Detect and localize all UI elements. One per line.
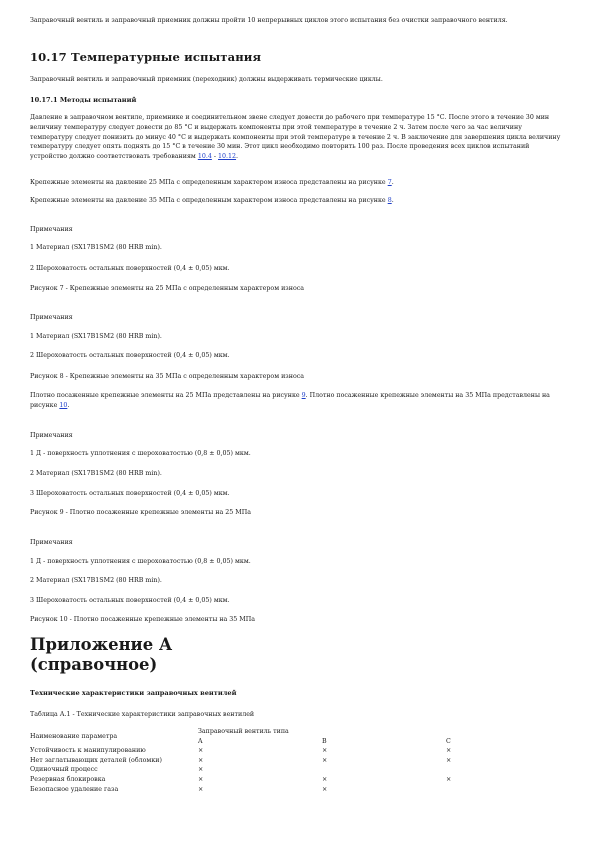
table-header-parameter: Наименование параметра <box>30 732 118 740</box>
table-row <box>30 785 526 795</box>
link-figure-9[interactable]: 9 <box>301 392 306 399</box>
table-header-row-1 <box>30 727 526 737</box>
table-header-col-a: A <box>198 737 203 745</box>
figure-9-caption: Рисунок 9 - Плотно посаженные крепежные элементы на 25 МПа <box>30 509 251 516</box>
table-header-valve-type: Заправочный вентиль типа <box>198 728 289 735</box>
figure-8-caption: Рисунок 8 - Крепежные элементы на 35 МПа с определенным характером износа <box>30 373 305 380</box>
appendix-subtitle: Технические характеристики заправочных вентилей <box>30 689 237 697</box>
figure-10-note-2: 2 Материал (SX17B1SM2 (80 HRB min). <box>30 577 162 584</box>
test-method-text: Давление в заправочном вентиле, приемнике и соединительном звене следует довести до рабочего при температуре 15 °С. После этого в течение 30 мин величину температуру следует довести до 85 °С и выдержать компоненты при этой температуре в течение 2 ч. Затем после чего за час величину температуру следует понизить до минус 40 °С и выдержать компоненты при этой температуре в течение 2 ч. В заключение для завершения цикла величину температуру следует опять поднять до 15 °С в течение 30 мин. Этот цикл необходимо повторить 100 раз. После проведения всех циклов испытаний устройство должно соответствовать требованиям <box>30 114 561 161</box>
link-figure-10[interactable]: 10 <box>59 401 68 409</box>
link-separator: - <box>211 153 219 161</box>
tight-fit-reference-text-1: Плотно посаженные крепежные элементы на 25 МПа представлены на рисунке <box>30 392 300 399</box>
figure-9-note-3: 3 Шероховатость остальных поверхностей (0,4 ± 0,05) мкм. <box>30 490 230 497</box>
sentence-end: . <box>236 153 239 161</box>
figure-9-note-1: 1 Д - поверхность уплотнения с шероховатостью (0,8 ± 0,05) мкм. <box>30 450 251 457</box>
sentence-end: . <box>67 401 70 409</box>
figure-10-caption: Рисунок 10 - Плотно посаженные крепежные элементы на 35 МПа <box>30 616 255 623</box>
table-cell-name: Устойчивость к манипулированию <box>30 747 146 755</box>
figure-7-caption: Рисунок 7 - Крепежные элементы на 25 МПа с определенным характером износа <box>30 285 305 292</box>
figure-10-note-3: 3 Шероховатость остальных поверхностей (0,4 ± 0,05) мкм. <box>30 597 230 604</box>
figure-8-reference-text: Крепежные элементы на давление 35 МПа с определенным характером износа представлены на рисунке <box>30 197 386 204</box>
link-figure-7[interactable]: 7 <box>387 179 392 186</box>
table-cell-c: × <box>446 756 452 764</box>
table-cell-c: × <box>446 747 452 755</box>
test-method-paragraph <box>30 113 565 162</box>
figure-8-notes-heading: Примечания <box>30 314 73 321</box>
figure-7-reference <box>30 178 565 188</box>
figure-10-note-1: 1 Д - поверхность уплотнения с шероховатостью (0,8 ± 0,05) мкм. <box>30 558 251 565</box>
table-header-col-b: B <box>322 737 327 745</box>
intro-paragraph: Заправочный вентиль и заправочный приемник должны пройти 10 непрерывных циклов этого испытания без очистки заправочного вентиля. <box>30 17 508 24</box>
appendix-title <box>30 635 172 675</box>
table-cell-c: × <box>446 775 452 783</box>
table-cell-a: × <box>198 775 204 783</box>
figure-8-reference <box>30 196 565 206</box>
table-cell-a: × <box>198 756 204 764</box>
figure-7-notes-heading: Примечания <box>30 226 73 233</box>
table-row <box>30 765 526 775</box>
subsection-10-17-1-heading: 10.17.1 Методы испытаний <box>30 96 137 104</box>
table-cell-b: × <box>322 756 328 764</box>
table-cell-b <box>322 765 446 775</box>
figure-8-note-2: 2 Шероховатость остальных поверхностей (0,4 ± 0,05) мкм. <box>30 352 230 359</box>
link-10-12[interactable]: 10.12 <box>218 153 237 161</box>
link-figure-8[interactable]: 8 <box>387 197 392 204</box>
section-10-17-heading: 10.17 Температурные испытания <box>30 50 262 64</box>
figure-9-notes-heading: Примечания <box>30 432 73 439</box>
figure-7-note-1: 1 Материал (SX17B1SM2 (80 HRB min). <box>30 244 162 251</box>
table-cell-c <box>446 765 526 775</box>
table-cell-name: Одиночный процесс <box>30 766 98 774</box>
table-cell-a: × <box>198 785 204 793</box>
table-cell-name: Нет заглатывающих деталей (обломки) <box>30 756 162 764</box>
table-cell-b: × <box>322 775 328 783</box>
table-caption: Таблица А.1 - Технические характеристики заправочных вентилей <box>30 711 255 718</box>
figure-7-note-2: 2 Шероховатость остальных поверхностей (0,4 ± 0,05) мкм. <box>30 265 230 272</box>
figure-8-note-1: 1 Материал (SX17B1SM2 (80 HRB min). <box>30 333 162 340</box>
link-10-4[interactable]: 10.4 <box>197 153 212 161</box>
table-row <box>30 746 526 756</box>
figure-7-reference-text: Крепежные элементы на давление 25 МПа с определенным характером износа представлены на рисунке <box>30 179 386 186</box>
figure-10-notes-heading: Примечания <box>30 539 73 546</box>
figure-9-note-2: 2 Материал (SX17B1SM2 (80 HRB min). <box>30 470 162 477</box>
appendix-title-line-1: Приложение А <box>30 635 173 654</box>
tight-fit-reference <box>30 391 565 411</box>
table-row <box>30 756 526 766</box>
table-cell-a: × <box>198 747 204 755</box>
section-10-17-paragraph: Заправочный вентиль и заправочный приемник (переходник) должны выдерживать термические циклы. <box>30 76 383 83</box>
specifications-table <box>30 727 526 794</box>
sentence-end: . <box>391 179 394 186</box>
table-row <box>30 775 526 785</box>
appendix-title-line-2: (справочное) <box>30 655 158 674</box>
table-cell-b: × <box>322 747 328 755</box>
table-cell-name: Безопасное удаление газа <box>30 785 119 793</box>
table-header-col-c: C <box>446 737 451 745</box>
table-cell-c <box>446 785 526 795</box>
tight-fit-reference-text-2: . Плотно посаженные крепежные элементы на 35 МПа представлены на рисунке <box>30 392 550 409</box>
table-cell-name: Резервная блокировка <box>30 775 106 783</box>
table-cell-a: × <box>198 766 204 774</box>
table-cell-b: × <box>322 785 328 793</box>
sentence-end: . <box>391 197 394 204</box>
